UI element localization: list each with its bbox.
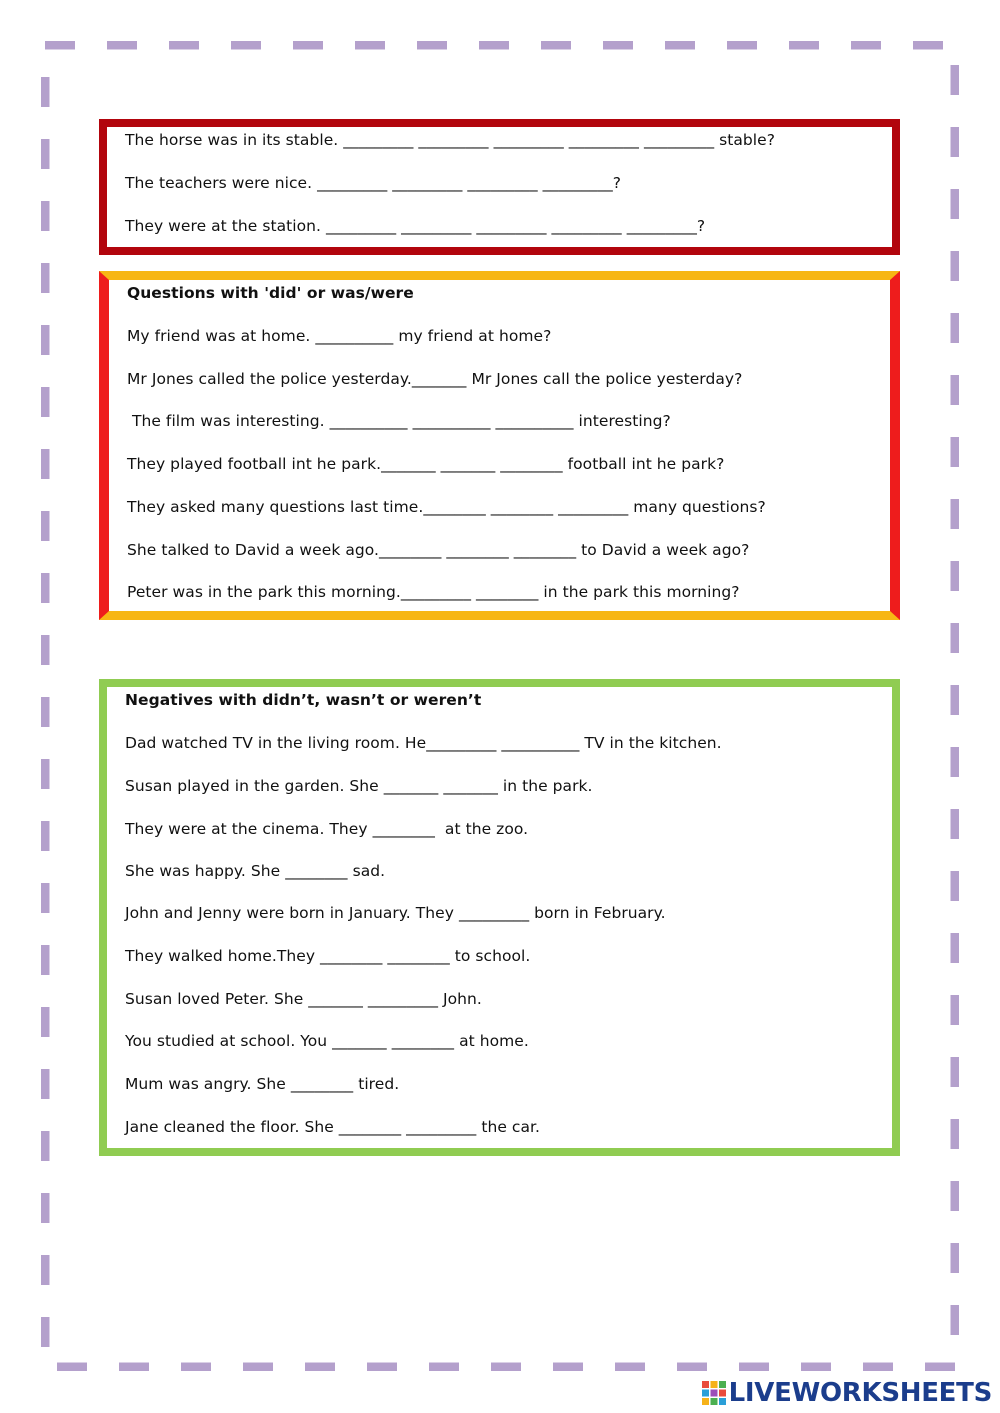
exercise-line: Mum was angry. She ________ tired. bbox=[125, 1075, 400, 1093]
exercise-line: Jane cleaned the floor. She ________ _________ the car. bbox=[125, 1118, 540, 1136]
section-did-was-were-questions bbox=[99, 271, 900, 620]
exercise-line: They were at the station. _________ _________ _________ _________ _________? bbox=[125, 217, 706, 235]
exercise-line: Peter was in the park this morning._________ ________ in the park this morning? bbox=[127, 583, 740, 601]
liveworksheets-logo[interactable] bbox=[701, 1376, 992, 1410]
section-negatives bbox=[99, 679, 900, 1156]
exercise-line: They played football int he park._______ _______ ________ football int he park? bbox=[127, 455, 725, 473]
exercise-line: The horse was in its stable. _________ _________ _________ _________ _________ stable? bbox=[125, 131, 776, 149]
exercise-line: John and Jenny were born in January. They _________ born in February. bbox=[125, 904, 666, 922]
exercise-line: They walked home.They ________ ________ to school. bbox=[125, 947, 531, 965]
logo-text: LIVEWORKSHEETS bbox=[728, 1378, 992, 1408]
exercise-line: The teachers were nice. _________ _________ _________ _________? bbox=[125, 174, 622, 192]
section-heading: Questions with 'did' or was/were bbox=[127, 284, 414, 302]
liveworksheets-logo-icon bbox=[701, 1380, 727, 1406]
exercise-line: My friend was at home. __________ my friend at home? bbox=[127, 327, 552, 345]
exercise-line: Mr Jones called the police yesterday._______ Mr Jones call the police yesterday? bbox=[127, 370, 743, 388]
exercise-line: Susan loved Peter. She _______ _________ John. bbox=[125, 990, 482, 1008]
section-heading: Negatives with didn’t, wasn’t or weren’t bbox=[125, 691, 482, 709]
exercise-line: The film was interesting. __________ __________ __________ interesting? bbox=[127, 412, 671, 430]
exercise-line: Susan played in the garden. She _______ _______ in the park. bbox=[125, 777, 593, 795]
exercise-line: Dad watched TV in the living room. He_________ __________ TV in the kitchen. bbox=[125, 734, 722, 752]
exercise-line: She talked to David a week ago.________ ________ ________ to David a week ago? bbox=[127, 541, 750, 559]
exercise-line: You studied at school. You _______ ________ at home. bbox=[125, 1032, 529, 1050]
exercise-line: She was happy. She ________ sad. bbox=[125, 862, 386, 880]
exercise-line: They were at the cinema. They ________ at the zoo. bbox=[125, 820, 529, 838]
section-be-questions bbox=[99, 119, 900, 255]
exercise-line: They asked many questions last time.________ ________ _________ many questions? bbox=[127, 498, 766, 516]
